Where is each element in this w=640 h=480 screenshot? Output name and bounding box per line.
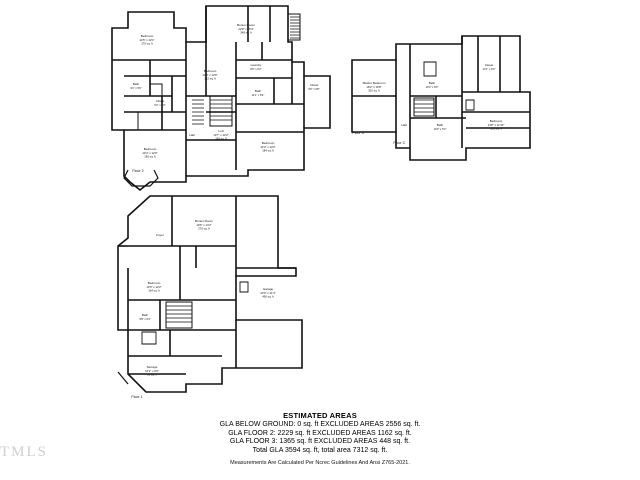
svg-text:Bonus Room: Bonus Room bbox=[195, 219, 213, 223]
svg-text:13'6" x 12'2": 13'6" x 12'2" bbox=[146, 285, 162, 289]
svg-text:Storage: Storage bbox=[146, 365, 158, 369]
svg-text:Closet: Closet bbox=[484, 63, 494, 67]
svg-text:Bonus Room: Bonus Room bbox=[237, 23, 255, 27]
svg-text:161 sq. ft: 161 sq. ft bbox=[490, 126, 502, 131]
room-label bbox=[237, 23, 255, 35]
svg-text:Hall: Hall bbox=[189, 133, 195, 137]
room-label bbox=[434, 123, 447, 131]
svg-text:Laundry: Laundry bbox=[250, 63, 262, 67]
svg-text:91 sq. ft: 91 sq. ft bbox=[147, 372, 157, 377]
svg-text:8'6" x 6'2": 8'6" x 6'2" bbox=[250, 68, 262, 71]
svg-text:13'8" x 11'10": 13'8" x 11'10" bbox=[487, 123, 505, 127]
room-label bbox=[363, 81, 386, 93]
svg-text:13'4" x 12'0": 13'4" x 12'0" bbox=[142, 151, 158, 155]
room-label bbox=[195, 219, 213, 231]
room-label bbox=[154, 99, 165, 107]
svg-text:13'7" x 12'2": 13'7" x 12'2" bbox=[213, 133, 229, 137]
watermark: TMLS bbox=[0, 444, 49, 460]
svg-text:348 sq. ft: 348 sq. ft bbox=[240, 30, 252, 35]
svg-text:Bedroom: Bedroom bbox=[203, 69, 217, 73]
svg-text:6'2" x 5'0": 6'2" x 5'0" bbox=[154, 104, 166, 107]
svg-text:9'1" x 5'6": 9'1" x 5'6" bbox=[130, 87, 142, 90]
room-label bbox=[145, 365, 159, 377]
svg-text:Bedroom: Bedroom bbox=[261, 141, 275, 145]
svg-text:Bedroom: Bedroom bbox=[140, 34, 154, 38]
room-label bbox=[260, 287, 275, 299]
room-label bbox=[252, 89, 265, 97]
svg-text:165 sq. ft: 165 sq. ft bbox=[215, 136, 227, 141]
floor-label: Floor 3 bbox=[393, 141, 405, 145]
svg-text:Bath: Bath bbox=[428, 81, 436, 85]
svg-text:164 sq. ft: 164 sq. ft bbox=[148, 288, 160, 293]
estimated-areas-block bbox=[0, 411, 640, 467]
room-label bbox=[139, 34, 154, 46]
svg-text:Closet: Closet bbox=[309, 83, 319, 87]
svg-text:Garage: Garage bbox=[262, 287, 274, 291]
svg-text:Bedroom: Bedroom bbox=[489, 119, 503, 123]
area-line-below-ground: GLA BELOW GROUND: 0 sq. ft EXCLUDED AREAS 2556 sq. ft. bbox=[219, 421, 421, 429]
svg-text:14'0" x 13'2": 14'0" x 13'2" bbox=[260, 145, 276, 149]
room-label bbox=[130, 82, 141, 90]
svg-text:Loft: Loft bbox=[218, 129, 224, 133]
svg-text:23'0" x 21'4": 23'0" x 21'4" bbox=[260, 291, 276, 295]
svg-text:Hall: Hall bbox=[401, 123, 407, 127]
estimated-areas-title: ESTIMATED AREAS bbox=[283, 411, 357, 420]
area-line-floor-3: GLA FLOOR 3: 1365 sq. ft EXCLUDED AREAS 448 sq. ft. bbox=[229, 438, 411, 446]
svg-text:10'2" x 9'0": 10'2" x 9'0" bbox=[145, 369, 159, 373]
room-label bbox=[250, 63, 262, 71]
measurement-note: Measurements Are Calculated Per Ncrec Guidelines And Ansi Z765-2021. bbox=[230, 460, 410, 467]
svg-text:10'0" x 5'4": 10'0" x 5'4" bbox=[433, 128, 447, 131]
room-label bbox=[213, 129, 228, 141]
room-label bbox=[483, 63, 496, 71]
room-label bbox=[401, 123, 407, 127]
room-label bbox=[146, 281, 161, 293]
svg-text:9'8" x 6'4": 9'8" x 6'4" bbox=[139, 318, 151, 321]
svg-text:490 sq. ft: 490 sq. ft bbox=[262, 294, 274, 299]
room-label bbox=[189, 133, 195, 137]
floor-label: Floor 2 bbox=[132, 169, 144, 173]
svg-text:Closet: Closet bbox=[155, 99, 165, 103]
area-line-total: Total GLA 3594 sq. ft, total area 7312 sq. ft. bbox=[252, 446, 388, 454]
svg-text:Bedroom: Bedroom bbox=[147, 281, 161, 285]
svg-text:302 sq. ft: 302 sq. ft bbox=[368, 88, 380, 93]
svg-text:Bath: Bath bbox=[436, 123, 444, 127]
svg-text:22'8" x 15'4": 22'8" x 15'4" bbox=[238, 27, 254, 31]
svg-text:Bedroom: Bedroom bbox=[143, 147, 157, 151]
svg-text:276 sq. ft: 276 sq. ft bbox=[198, 226, 210, 231]
room-label bbox=[142, 147, 157, 159]
room-label bbox=[156, 233, 164, 237]
room-label bbox=[308, 83, 319, 91]
room-label bbox=[426, 81, 439, 89]
svg-text:14'1" x 6'0": 14'1" x 6'0" bbox=[482, 68, 496, 71]
svg-text:13'0" x 12'6": 13'0" x 12'6" bbox=[202, 73, 218, 77]
room-label bbox=[202, 69, 217, 81]
svg-text:18'2" x 16'8": 18'2" x 16'8" bbox=[366, 85, 382, 89]
svg-text:Bath: Bath bbox=[132, 82, 140, 86]
svg-text:Foyer: Foyer bbox=[156, 233, 164, 237]
svg-text:160 sq. ft: 160 sq. ft bbox=[144, 154, 156, 159]
svg-text:Bath: Bath bbox=[141, 313, 149, 317]
svg-text:14'5" x 12'1": 14'5" x 12'1" bbox=[139, 38, 155, 42]
svg-text:9'0" x 6'8": 9'0" x 6'8" bbox=[308, 88, 320, 91]
room-label bbox=[139, 313, 150, 321]
room-label bbox=[488, 119, 505, 131]
svg-text:Master Bedroom: Master Bedroom bbox=[362, 81, 386, 85]
floor-label: Floor 1 bbox=[131, 395, 143, 399]
room-label bbox=[260, 141, 275, 153]
area-line-floor-2: GLA FLOOR 2: 2229 sq. ft EXCLUDED AREAS 1162 sq. ft. bbox=[228, 429, 412, 437]
svg-text:Bath: Bath bbox=[254, 89, 262, 93]
svg-text:10'4" x 8'0": 10'4" x 8'0" bbox=[425, 86, 439, 89]
svg-text:11'1" x 6'4": 11'1" x 6'4" bbox=[251, 94, 265, 97]
svg-text:184 sq. ft: 184 sq. ft bbox=[262, 148, 274, 153]
svg-text:162 sq. ft: 162 sq. ft bbox=[204, 76, 216, 81]
svg-text:19'6" x 14'2": 19'6" x 14'2" bbox=[196, 223, 212, 227]
floor-label: Floor 3 bbox=[352, 131, 364, 135]
svg-text:170 sq. ft: 170 sq. ft bbox=[141, 41, 153, 46]
